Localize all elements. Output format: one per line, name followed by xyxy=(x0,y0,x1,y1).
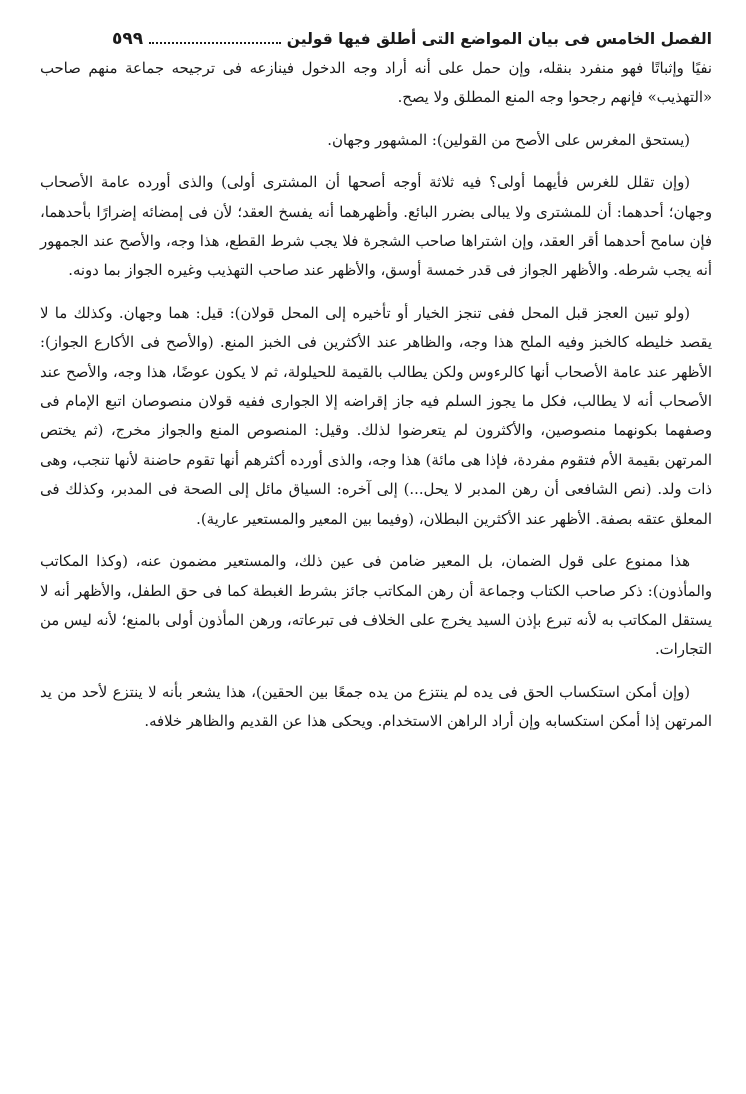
chapter-title: الفصل الخامس فى بيان المواضع التى أطلق فيها قولين xyxy=(286,30,712,48)
paragraph: نفيًا وإثباتًا فهو منفرد بنقله، وإن حمل على أنه أراد وجه الدخول فينازعه فى ترجيحه جماعة منهم صاحب «التهذيب» فإنهم رجحوا وجه المنع المطلق ولا يصح. xyxy=(40,60,712,107)
header-leader-dots xyxy=(149,42,281,44)
paragraph: (يستحق المغرس على الأصح من القولين): المشهور وجهان. xyxy=(327,131,690,149)
page-number: ٥٩٩ xyxy=(112,29,144,49)
page-body xyxy=(40,54,712,737)
paragraph: (وإن أمكن استكساب الحق فى يده لم ينتزع من يده جمعًا بين الحقين)، هذا يشعر بأنه لا ينتزع لأحد من يد المرتهن إذا أمكن استكسابه وإن أراد الراهن الاستخدام. ويحكى هذا عن القديم والظاهر خلافه. xyxy=(40,683,712,731)
paragraph: (ولو تبين العجز قبل المحل ففى تنجز الخيار أو تأخيره إلى المحل قولان): قيل: هما وجهان. وكذلك ما لا يقصد خليطه كالخبز وفيه الملح هذا وجه، والظاهر عند الأكثرين فى الخبز المنع. (والأصح فى الأكارع الجواز): الأظهر عند عامة الأصحاب أنها كالرءوس ولكن يطالب بالقيمة للحيلولة، ثم لا يكون عوضًا، هذا وجه، والأصح عند الأصحاب أنه لا يطالب، فكل ما يجوز السلم فيه جاز إقراضه إلا الجوارى ففيه قولان منصوصان اتبع الإمام فى وصفهما بكونهما منصوصين، والأكثرون لم يتعرضوا لذلك. وقيل: المنصوص المنع والجواز مخرج، (ثم يختص المرتهن بقيمة الأم فتقوم مفردة، فإذا هى مائة) هذا وجه، والذى أورده أكثرهم أنها تقوم حاضنة لأنها تنجب، وهى ذات ولد. (نص الشافعى أن رهن المدبر لا يحل...) إلى آخره: السياق مائل إلى الصحة فى المدبر، وكذلك فى المعلق عتقه بصفة. الأظهر عند الأكثرين البطلان، (وفيما بين المعير والمستعير عارية). xyxy=(40,304,712,528)
paragraph: (وإن تقلل للغرس فأيهما أولى؟ فيه ثلاثة أوجه أصحها أن المشترى أولى) والذى أورده عامة الأصحاب وجهان؛ أحدهما: أن للمشترى ولا يبالى بضرر البائع. وأظهرهما أنه يفسخ العقد؛ لأن فى إمضائه إضرارًا بأحدهما، فإن سامح أحدهما أقر العقد، وإن اشتراها صاحب الشجرة فلا يجب شرط القطع، هذا وجه، والأصح عند الجمهور أنه يجب شرطه. والأظهر الجواز فى قدر خمسة أوسق، والأظهر عند صاحب التهذيب وغيره الجواز بما دونه. xyxy=(40,174,712,280)
running-header xyxy=(112,26,712,52)
paragraph: هذا ممنوع على قول الضمان، بل المعير ضامن فى عين ذلك، والمستعير مضمون عنه، (وكذا المكاتب والمأذون): ذكر صاحب الكتاب وجماعة أن رهن المكاتب جائز بشرط الغبطة كما فى حق الطفل، والأظهر أنه لا يستقل المكاتب به لأنه تبرع بإذن السيد يخرج على الخلاف فى تبرعاته، ورهن المأذون أولى بالمنع؛ لأنه ليس من التجارات. xyxy=(40,553,712,659)
